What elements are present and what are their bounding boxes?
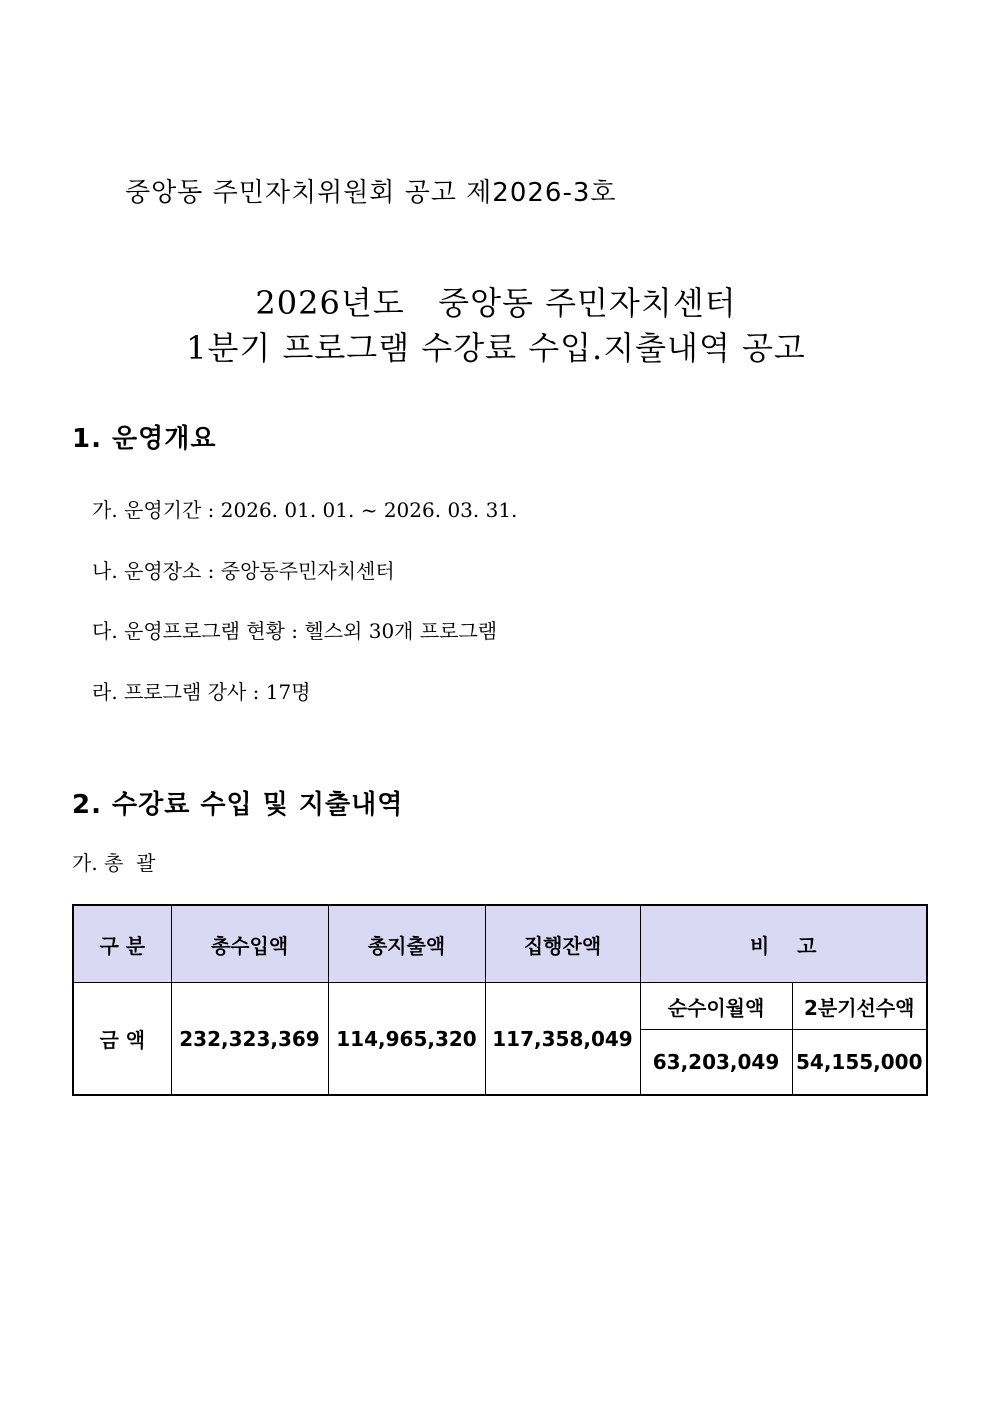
value-total-income: 232,323,369 — [171, 983, 328, 1096]
header-total-expense: 총지출액 — [328, 905, 485, 983]
overview-item-instructors: 라. 프로그램 강사 : 17명 — [92, 680, 311, 704]
document-title-line-1: 2026년도 중앙동 주민자치센터 — [255, 284, 737, 322]
overview-item-programs: 다. 운영프로그램 현황 : 헬스외 30개 프로그램 — [92, 619, 498, 643]
subheading-summary: 가. 총 괄 — [72, 851, 156, 875]
value-total-expense: 114,965,320 — [328, 983, 485, 1096]
table-header-row — [73, 905, 927, 983]
value-balance: 117,358,049 — [485, 983, 640, 1096]
overview-item-location: 나. 운영장소 : 중앙동주민자치센터 — [92, 559, 395, 583]
header-category: 구 분 — [73, 905, 171, 983]
value-q2-prepaid: 54,155,000 — [792, 1030, 927, 1096]
overview-item-period: 가. 운영기간 : 2026. 01. 01. ~ 2026. 03. 31. — [92, 498, 518, 522]
section-heading-income-expense: 2. 수강료 수입 및 지출내역 — [72, 790, 404, 820]
header-balance: 집행잔액 — [485, 905, 640, 983]
header-remarks: 비 고 — [640, 905, 927, 983]
section-heading-overview: 1. 운영개요 — [72, 424, 217, 454]
table-row — [73, 983, 927, 1030]
subheader-q2-prepaid: 2분기선수액 — [792, 983, 927, 1030]
subheader-carryover: 순수이월액 — [640, 983, 792, 1030]
value-carryover: 63,203,049 — [640, 1030, 792, 1096]
row-label-amount: 금 액 — [73, 983, 171, 1096]
notice-number: 중앙동 주민자치위원회 공고 제2026-3호 — [125, 178, 617, 208]
summary-table — [72, 904, 928, 1096]
document-title-line-2: 1분기 프로그램 수강료 수입.지출내역 공고 — [186, 329, 806, 367]
header-total-income: 총수입액 — [171, 905, 328, 983]
